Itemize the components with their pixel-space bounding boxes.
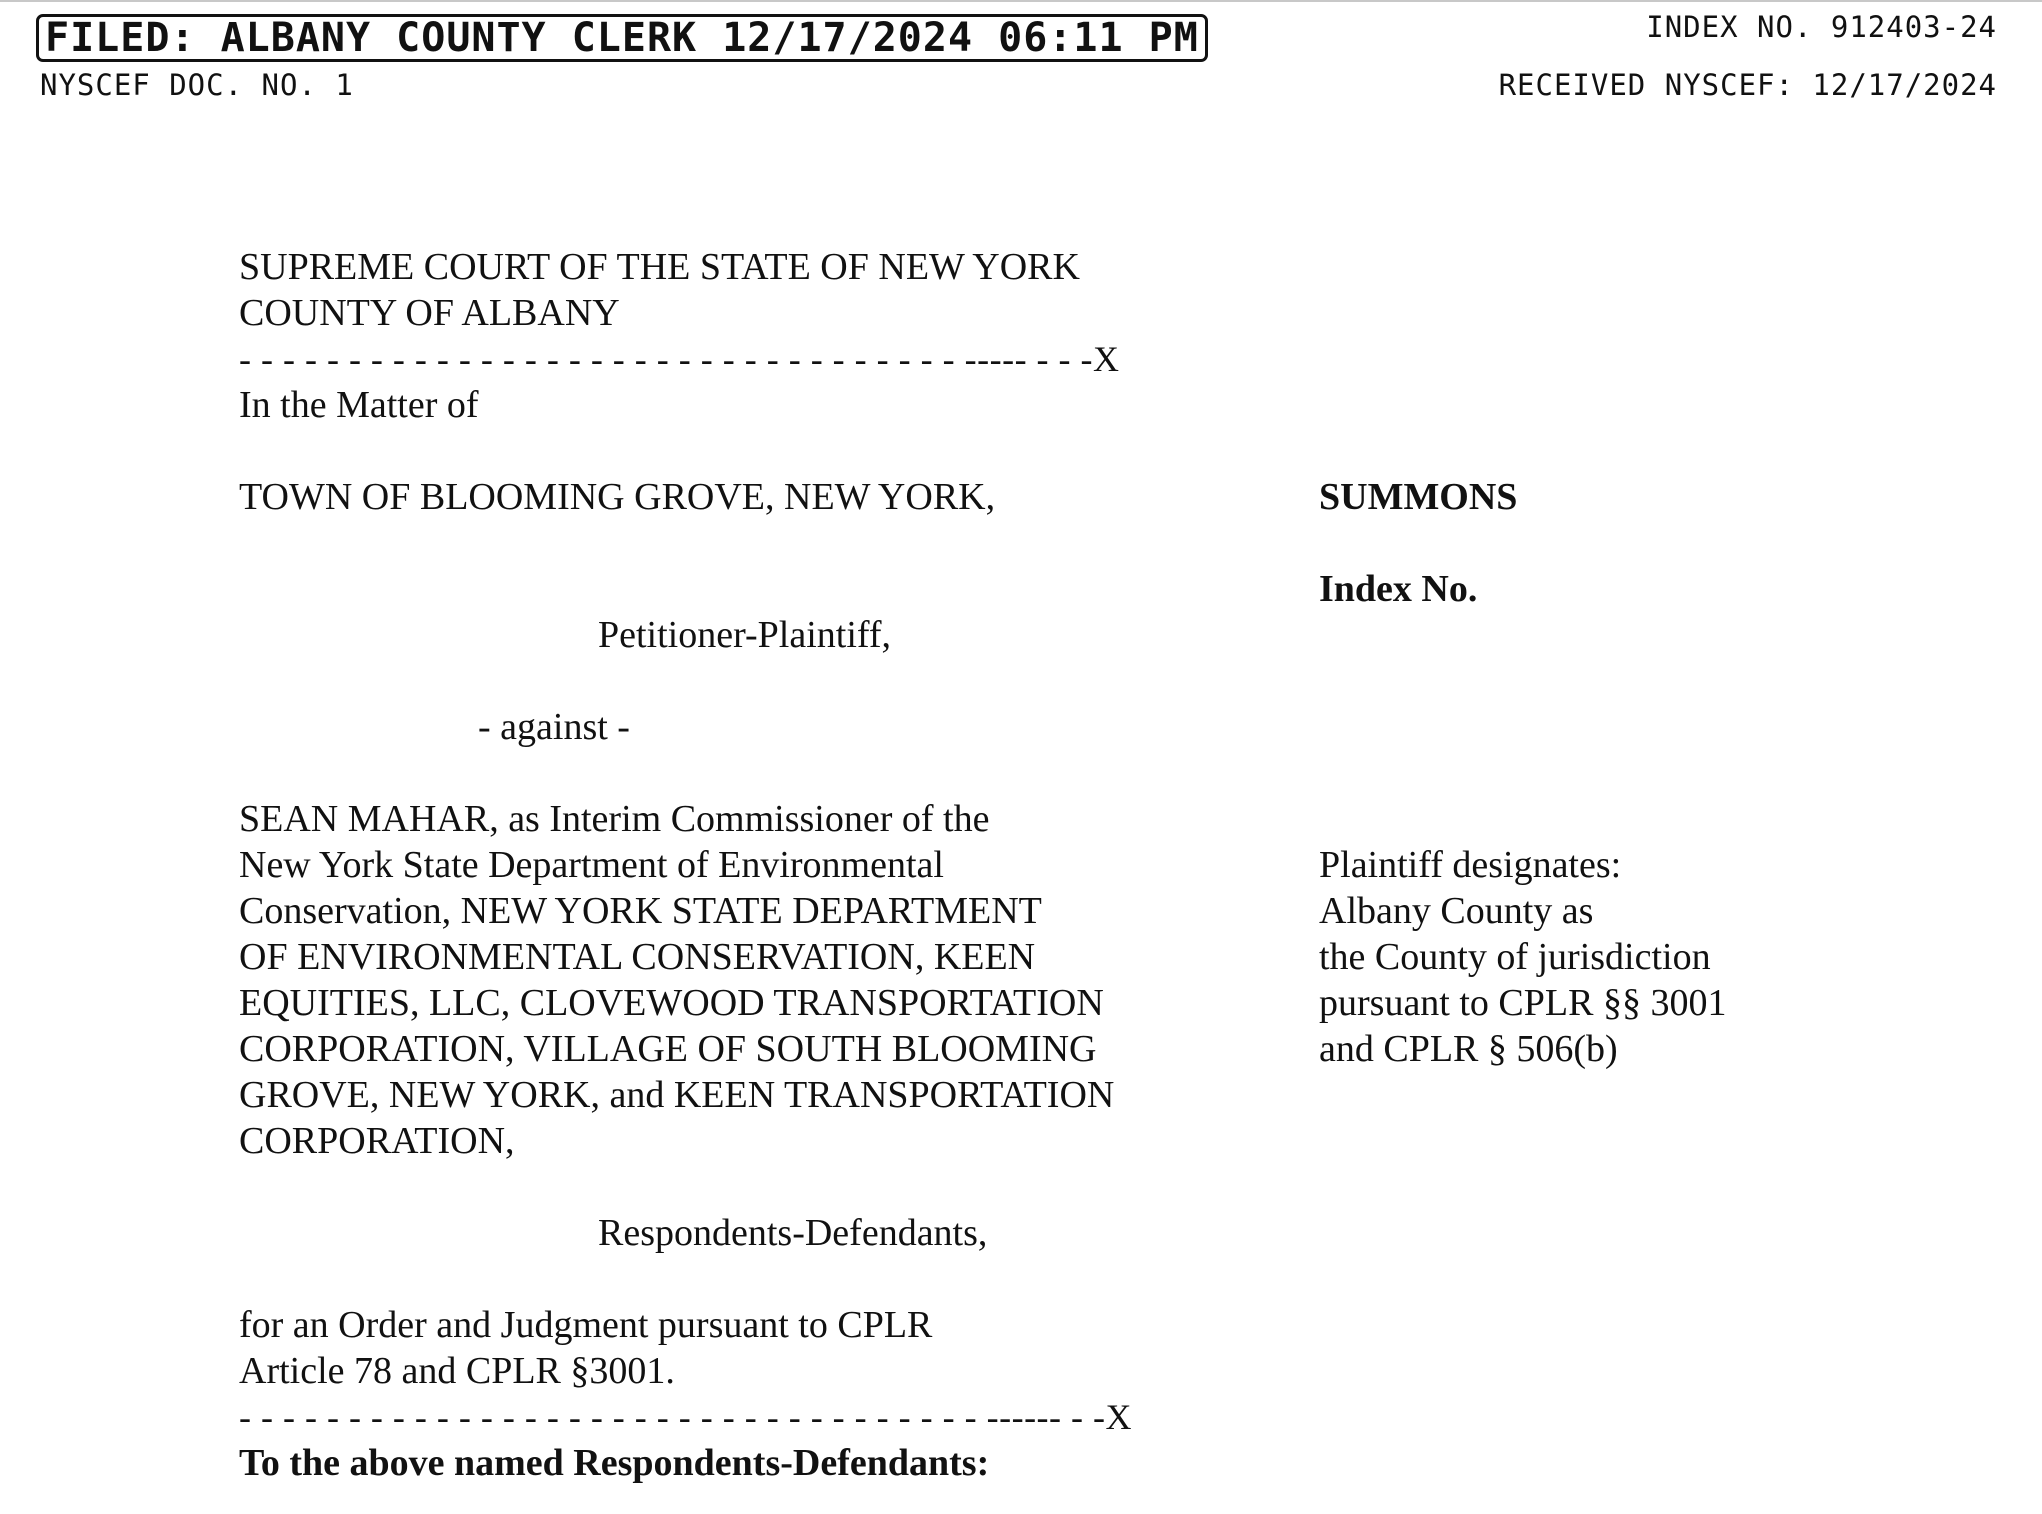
caption-divider-bottom: - - - - - - - - - - - - - - - - - - - - - - - - - - - - - - - - - - ------ - -X	[239, 1397, 1133, 1437]
filed-stamp: FILED: ALBANY COUNTY CLERK 12/17/2024 06:11 PM	[36, 14, 1208, 62]
venue-designation-line: the County of jurisdiction	[1319, 936, 1711, 978]
respondents-line: CORPORATION, VILLAGE OF SOUTH BLOOMING	[239, 1028, 1097, 1070]
venue-designation-line: Albany County as	[1319, 890, 1594, 932]
petitioner-name: TOWN OF BLOOMING GROVE, NEW YORK,	[239, 476, 996, 518]
venue-designation-line: pursuant to CPLR §§ 3001	[1319, 982, 1727, 1024]
respondents-line: New York State Department of Environmental	[239, 844, 944, 886]
court-name: SUPREME COURT OF THE STATE OF NEW YORK	[239, 246, 1080, 288]
respondents-line: CORPORATION,	[239, 1120, 515, 1162]
relief-line: Article 78 and CPLR §3001.	[239, 1350, 675, 1392]
address-line: To the above named Respondents-Defendants:	[239, 1442, 990, 1484]
county-name: COUNTY OF ALBANY	[239, 292, 620, 334]
relief-line: for an Order and Judgment pursuant to CPLR	[239, 1304, 933, 1346]
respondents-role: Respondents-Defendants,	[598, 1212, 988, 1254]
respondents-line: GROVE, NEW YORK, and KEEN TRANSPORTATION	[239, 1074, 1115, 1116]
respondents-line: Conservation, NEW YORK STATE DEPARTMENT	[239, 890, 1042, 932]
index-number-label: Index No.	[1319, 568, 1478, 610]
respondents-line: SEAN MAHAR, as Interim Commissioner of the	[239, 798, 990, 840]
received-date: RECEIVED NYSCEF: 12/17/2024	[1498, 68, 1997, 102]
index-number: INDEX NO. 912403-24	[1646, 10, 1997, 44]
respondents-line: OF ENVIRONMENTAL CONSERVATION, KEEN	[239, 936, 1036, 978]
venue-designation-line: Plaintiff designates:	[1319, 844, 1622, 886]
petitioner-role: Petitioner-Plaintiff,	[598, 614, 891, 656]
venue-designation-line: and CPLR § 506(b)	[1319, 1028, 1618, 1070]
nyscef-doc-number: NYSCEF DOC. NO. 1	[40, 68, 354, 102]
in-the-matter-of: In the Matter of	[239, 384, 479, 426]
summons-title: SUMMONS	[1319, 476, 1518, 518]
caption-divider-top: - - - - - - - - - - - - - - - - - - - - - - - - - - - - - - - - - ----- - - -X	[239, 339, 1120, 379]
respondents-line: EQUITIES, LLC, CLOVEWOOD TRANSPORTATION	[239, 982, 1104, 1024]
page-top-edge	[0, 0, 2042, 2]
against-label: - against -	[478, 706, 630, 748]
